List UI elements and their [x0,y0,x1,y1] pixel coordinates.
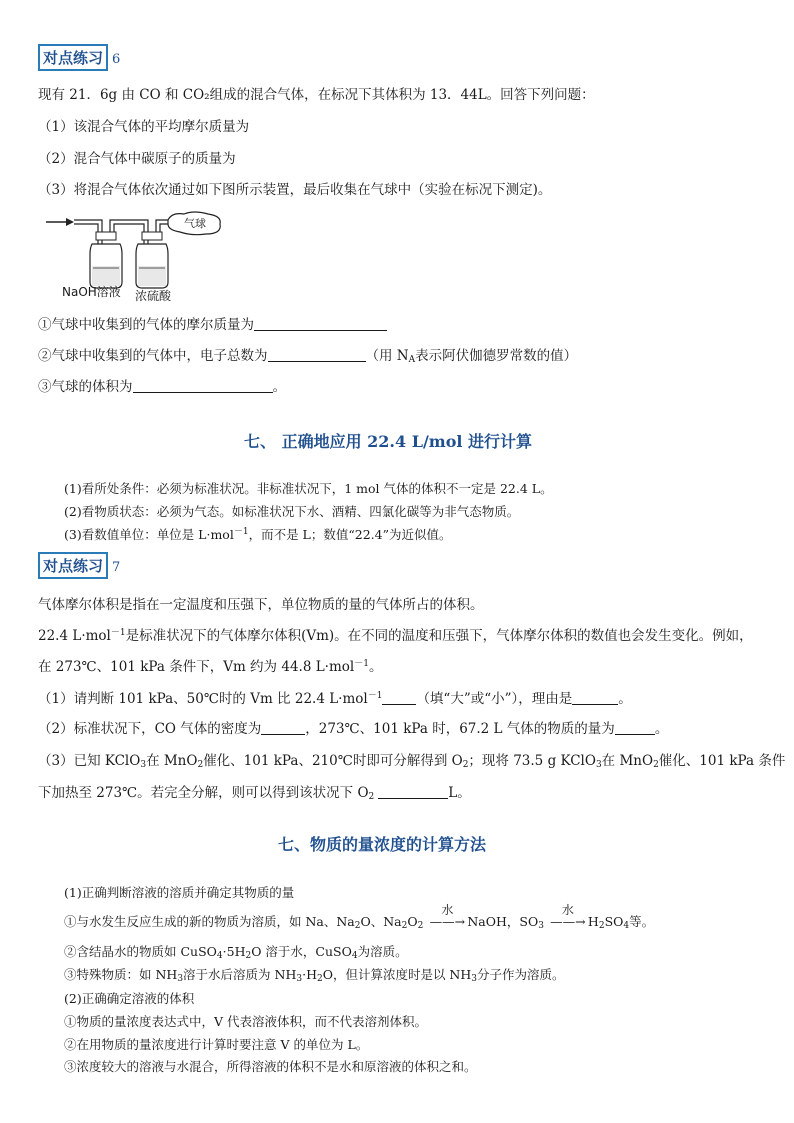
answer-blank[interactable] [133,379,273,393]
line-text: O、Na [360,914,402,929]
concentration-m2: ②在用物质的量浓度进行计算时要注意 V 的单位为 L。 [64,1037,369,1052]
question-3: （3）将混合气体依次通过如下图所示装置，最后收集在气球中（实验在标况下测定)。 [38,182,552,198]
line-text: ②含结晶水的物质如 CuSO [64,944,217,959]
line-text: 分子作为溶质。 [477,967,565,982]
superscript: －1 [354,659,369,669]
sub-question-text: ①气球中收集到的气体的摩尔质量为 [38,317,254,333]
arrow-glyph: ——→ [429,914,466,929]
sub-question-2 [38,347,577,365]
line-text: O，但计算浓度时是以 NH [322,967,472,982]
bottle-sulfuric-acid [136,232,168,288]
punctuation: 。 [618,691,632,707]
answer-blank[interactable] [254,317,387,331]
subscript: 2 [598,921,605,931]
subscript: 2 [653,760,659,770]
subscript: 2 [197,760,204,770]
practice-box-text: 对点练习 [43,49,104,67]
subscript: 2 [354,921,361,931]
subscript: 2 [245,951,252,961]
paragraph-text: 是标准状况下的气体摩尔体积(Vm)。在不同的温度和压强下，气体摩尔体积的数值也会发生变化。例如， [125,628,753,644]
paragraph-text: 。 [368,659,383,675]
rule-2: (2)看物质状态：必须为气态。如标准状况下水、酒精、四氯化碳等为非气态物质。 [64,504,520,519]
rule-3 [64,526,451,544]
rule-text: (3)看数值单位：单位是 L·mol [64,527,234,542]
arrow-label: 水 [441,903,454,917]
question-1: （1）该混合气体的平均摩尔质量为 [38,119,250,135]
answer-blank[interactable] [261,721,305,735]
question-text: 催化、101 kPa、210℃时即可分解得到 O [203,753,463,769]
answer-blank[interactable] [615,721,655,735]
subscript: 3 [296,974,303,984]
concentration-m1: ①物质的量浓度表达式中，V 代表溶液体积，而不代表溶剂体积。 [64,1014,428,1029]
heading-value: 22.4 L/mol [367,432,463,451]
answer-blank[interactable] [572,691,618,705]
practice-7-p2 [38,627,753,645]
question-text: （2）标准状况下，CO 气体的密度为 [38,721,262,737]
line-text: 溶于水后溶质为 NH [183,967,297,982]
practice-box [38,552,108,579]
line-text: 为溶质。 [357,944,408,959]
subscript: 4 [351,951,358,961]
sulfuric-label: 浓硫酸 [135,289,172,303]
question-text: ，273℃、101 kPa 时，67.2 L 气体的物质的量为 [305,721,615,737]
line-text: O 溶于水，CuSO [251,944,352,959]
practice-7-p3 [38,658,382,676]
superscript: －1 [367,691,383,701]
line-text: O [407,914,418,929]
practice-6-label [38,44,120,71]
practice-7-q2 [38,720,668,738]
question-text: 下加热至 273℃。若完全分解，则可以得到该状况下 O [38,785,369,801]
rule-text: ，而不是 L；数值“22.4”为近似值。 [248,527,452,542]
question-text: L。 [448,785,471,801]
line-text: ·H [302,967,317,982]
answer-blank[interactable] [378,785,448,799]
practice-number: 7 [112,560,121,575]
practice-6-intro: 现有 21．6g 由 CO 和 CO₂组成的混合气体，在标况下其体积为 13．44L。回答下列问题： [38,87,595,103]
practice-7-q3-cont [38,784,471,802]
answer-blank[interactable] [268,348,366,362]
subscript: A [408,355,416,365]
line-text: ③特殊物质：如 NH [64,967,178,982]
subscript: 3 [538,921,544,931]
concentration-h1: (1)正确判断溶液的溶质并确定其物质的量 [64,885,295,900]
rule-1: (1)看所处条件：必须为标准状况。非标准状况下，1 mol 气体的体积不一定是 22.4 L。 [64,481,553,496]
concentration-l3 [64,966,565,984]
subscript: 3 [595,760,602,770]
practice-7-label [38,552,120,579]
practice-7-q3 [38,752,785,770]
sub-question-3 [38,378,286,396]
subscript: 2 [316,974,323,984]
answer-blank[interactable] [382,691,416,705]
bottle-naoh [90,232,122,288]
question-text: （填“大”或“小”），理由是 [416,691,573,707]
sub-question-1 [38,316,387,334]
subscript: 2 [368,792,375,802]
practice-7-p1: 气体摩尔体积是指在一定温度和压强下，单位物质的量的气体所占的体积。 [38,597,484,613]
superscript: －1 [110,628,126,638]
question-text: ；现将 73.5 g KClO [468,753,596,769]
subscript: 3 [177,974,184,984]
question-text: （1）请判断 101 kPa、50℃时的 Vm 比 22.4 L·mol [38,691,368,707]
concentration-m3: ③浓度较大的溶液与水混合，所得溶液的体积不是水和原溶液的体积之和。 [64,1059,477,1074]
subscript: 2 [417,921,424,931]
paragraph-text: 在 273℃、101 kPa 条件下，Vm 约为 44.8 L·mol [38,659,355,675]
practice-number: 6 [112,52,121,67]
paragraph-text: 22.4 L·mol [38,628,111,644]
section-heading-concentration: 七、物质的量浓度的计算方法 [278,835,487,854]
question-text: （3）已知 KClO [38,753,141,769]
naoh-label: NaOH溶液 [62,285,121,299]
line-text: ①与水发生反应生成的新的物质为溶质，如 Na、Na [64,914,355,929]
reaction-arrow [427,903,467,931]
practice-box-text: 对点练习 [43,557,104,575]
arrow-glyph: ——→ [550,914,586,929]
question-text: 在 MnO [146,753,198,769]
arrow-label: 水 [561,903,574,917]
line-text: H [587,914,599,929]
question-2: （2）混合气体中碳原子的质量为 [38,151,236,167]
balloon-label: 气球 [184,217,206,230]
concentration-l2 [64,943,408,961]
subscript: 4 [216,951,223,961]
question-text: 催化、101 kPa 条件 [658,753,786,769]
punctuation: 。 [654,721,669,737]
concentration-h2: (2)正确确定溶液的体积 [64,991,195,1006]
sub-question-text: ③气球的体积为 [38,379,133,395]
line-text: ·5H [222,944,246,959]
superscript: －1 [233,527,249,537]
subscript: 4 [623,921,630,931]
line-text: NaOH，SO [467,914,539,929]
subscript: 2 [462,760,469,770]
punctuation: 。 [272,379,286,395]
reaction-arrow [548,903,588,931]
note-text: 表示阿伏伽德罗常数的值） [415,348,578,364]
note-text: （用 N [365,348,409,364]
subscript: 3 [140,760,147,770]
heading-prefix: 七、 正确地应用 [244,432,362,451]
subscript: 2 [401,921,408,931]
sub-question-text: ②气球中收集到的气体中，电子总数为 [38,348,268,364]
practice-7-q1 [38,690,632,708]
question-text: 在 MnO [601,753,654,769]
practice-box [38,44,108,71]
line-text: 等。 [629,914,655,929]
heading-suffix: 进行计算 [468,432,533,451]
subscript: 3 [471,974,477,984]
line-text: SO [604,914,624,929]
section-heading-22-4 [244,429,532,452]
concentration-l1 [64,903,655,931]
